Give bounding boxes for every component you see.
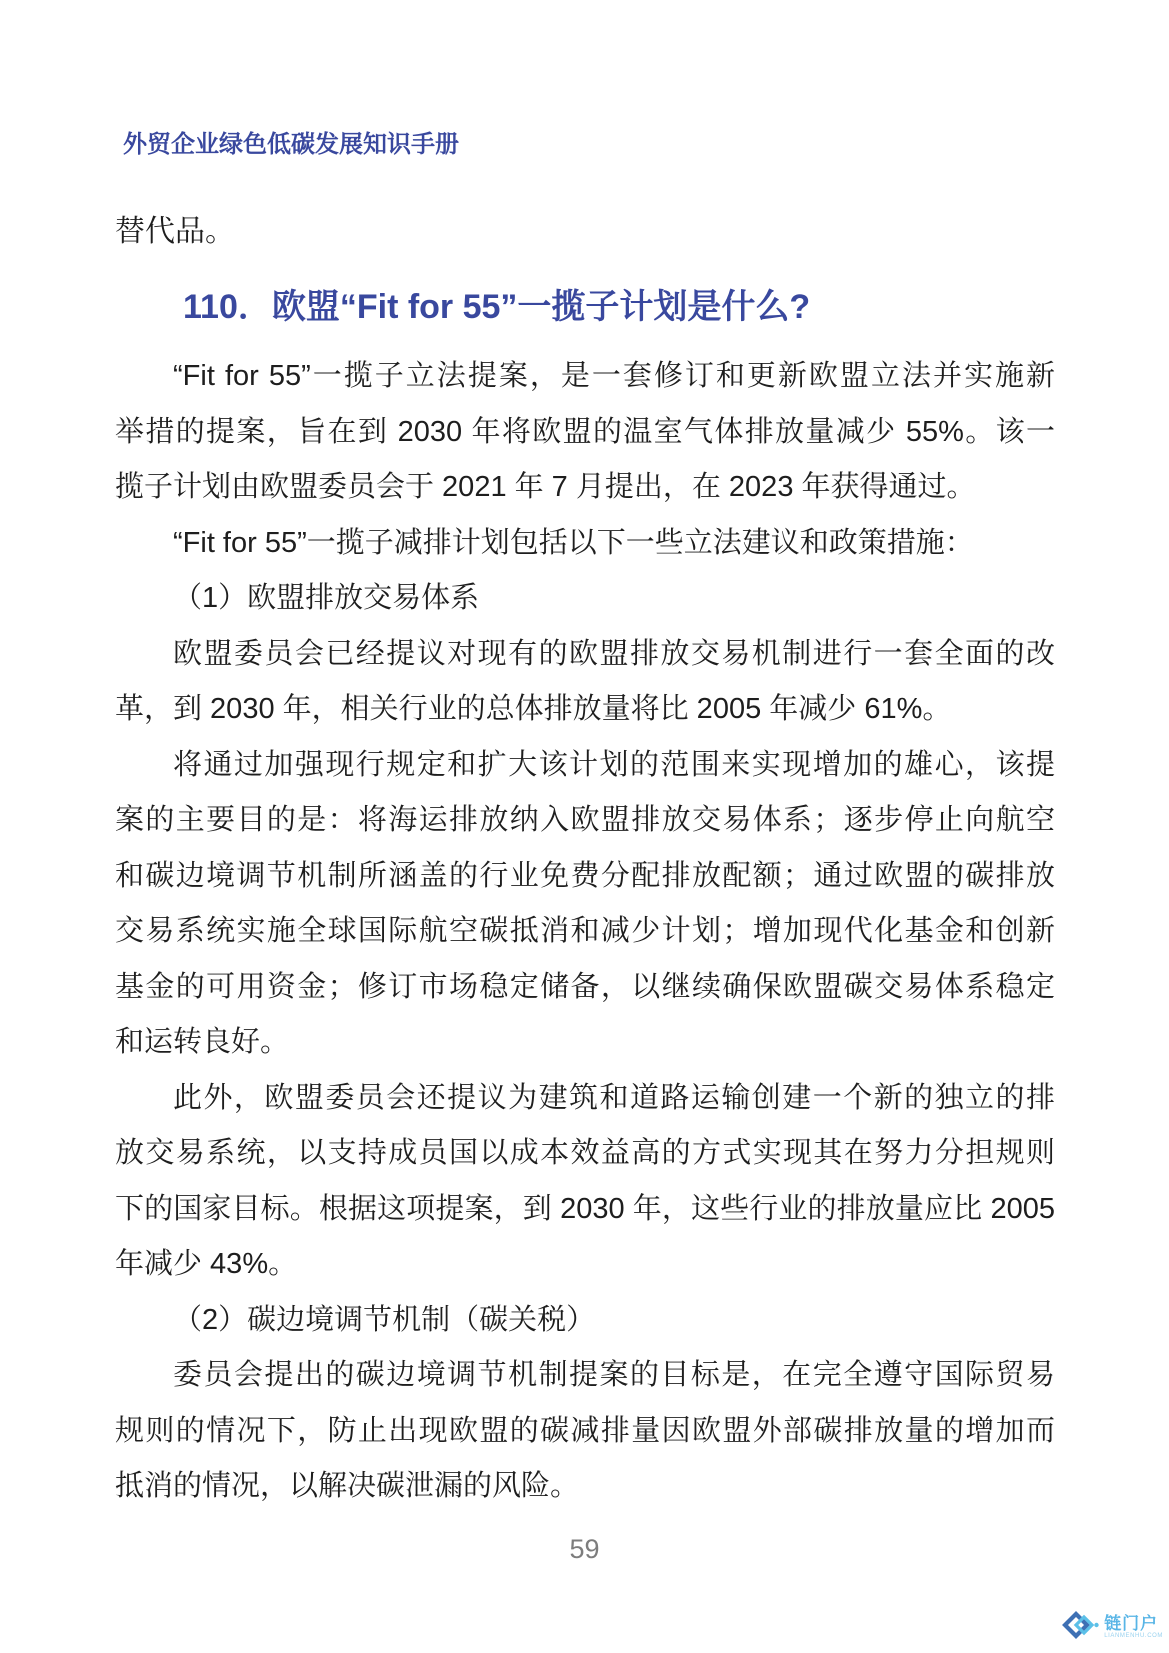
logo-domain: LIANMENHU.COM (1104, 1633, 1163, 1639)
linked-diamonds-icon (1062, 1608, 1100, 1647)
text-line: “Fit for 55”一揽子立法提案，是一套修订和更新欧盟立法并实施新 (173, 360, 1055, 392)
body-lines (115, 349, 1055, 1515)
logo-name: 链门户 (1104, 1614, 1159, 1633)
text-line: （1）欧盟排放交易体系 (173, 582, 480, 614)
site-logo (1062, 1608, 1163, 1647)
text-line: 放交易系统，以支持成员国以成本效益高的方式实现其在努力分担规则 (115, 1137, 1055, 1169)
text-line: 革，到 2030 年，相关行业的总体排放量将比 2005 年减少 61%。 (115, 693, 952, 725)
text-line: 将通过加强现行规定和扩大该计划的范围来实现增加的雄心，该提 (173, 748, 1055, 781)
text-line: 此外，欧盟委员会还提议为建筑和道路运输创建一个新的独立的排 (173, 1081, 1055, 1114)
text-line: “Fit for 55”一揽子减排计划包括以下一些立法建议和政策措施： (173, 526, 974, 559)
text-line: 下的国家目标。根据这项提案，到 2030 年，这些行业的排放量应比 2005 (115, 1192, 1055, 1225)
text-line: 欧盟委员会已经提议对现有的欧盟排放交易机制进行一套全面的改 (173, 637, 1055, 670)
section-title: 110．欧盟“Fit for 55”一揽子计划是什么? (183, 287, 811, 326)
text-line: （2）碳边境调节机制（碳关税） (173, 1303, 596, 1336)
text-line: 交易系统实施全球国际航空碳抵消和减少计划；增加现代化基金和创新 (115, 915, 1055, 947)
page-number: 59 (569, 1534, 600, 1564)
text-line: 委员会提出的碳边境调节机制提案的目标是，在完全遵守国际贸易 (173, 1359, 1055, 1391)
text-line: 案的主要目的是：将海运排放纳入欧盟排放交易体系；逐步停止向航空 (115, 804, 1055, 836)
text-line: 揽子计划由欧盟委员会于 2021 年 7 月提出，在 2023 年获得通过。 (115, 471, 976, 503)
page-body (115, 204, 1055, 1515)
text-line: 基金的可用资金；修订市场稳定储备，以继续确保欧盟碳交易体系稳定 (115, 970, 1055, 1003)
text-line: 和碳边境调节机制所涵盖的行业免费分配排放配额；通过欧盟的碳排放 (115, 859, 1055, 892)
text-line: 年减少 43%。 (115, 1248, 298, 1280)
document-header-title: 外贸企业绿色低碳发展知识手册 (123, 131, 459, 158)
continuation-text-line: 替代品。 (115, 215, 235, 248)
text-line: 举措的提案，旨在到 2030 年将欧盟的温室气体排放量减少 55%。该一 (115, 415, 1055, 448)
text-line: 和运转良好。 (115, 1026, 290, 1058)
text-line: 规则的情况下，防止出现欧盟的碳减排量因欧盟外部碳排放量的增加而 (115, 1414, 1055, 1447)
text-line: 抵消的情况，以解决碳泄漏的风险。 (115, 1470, 580, 1502)
